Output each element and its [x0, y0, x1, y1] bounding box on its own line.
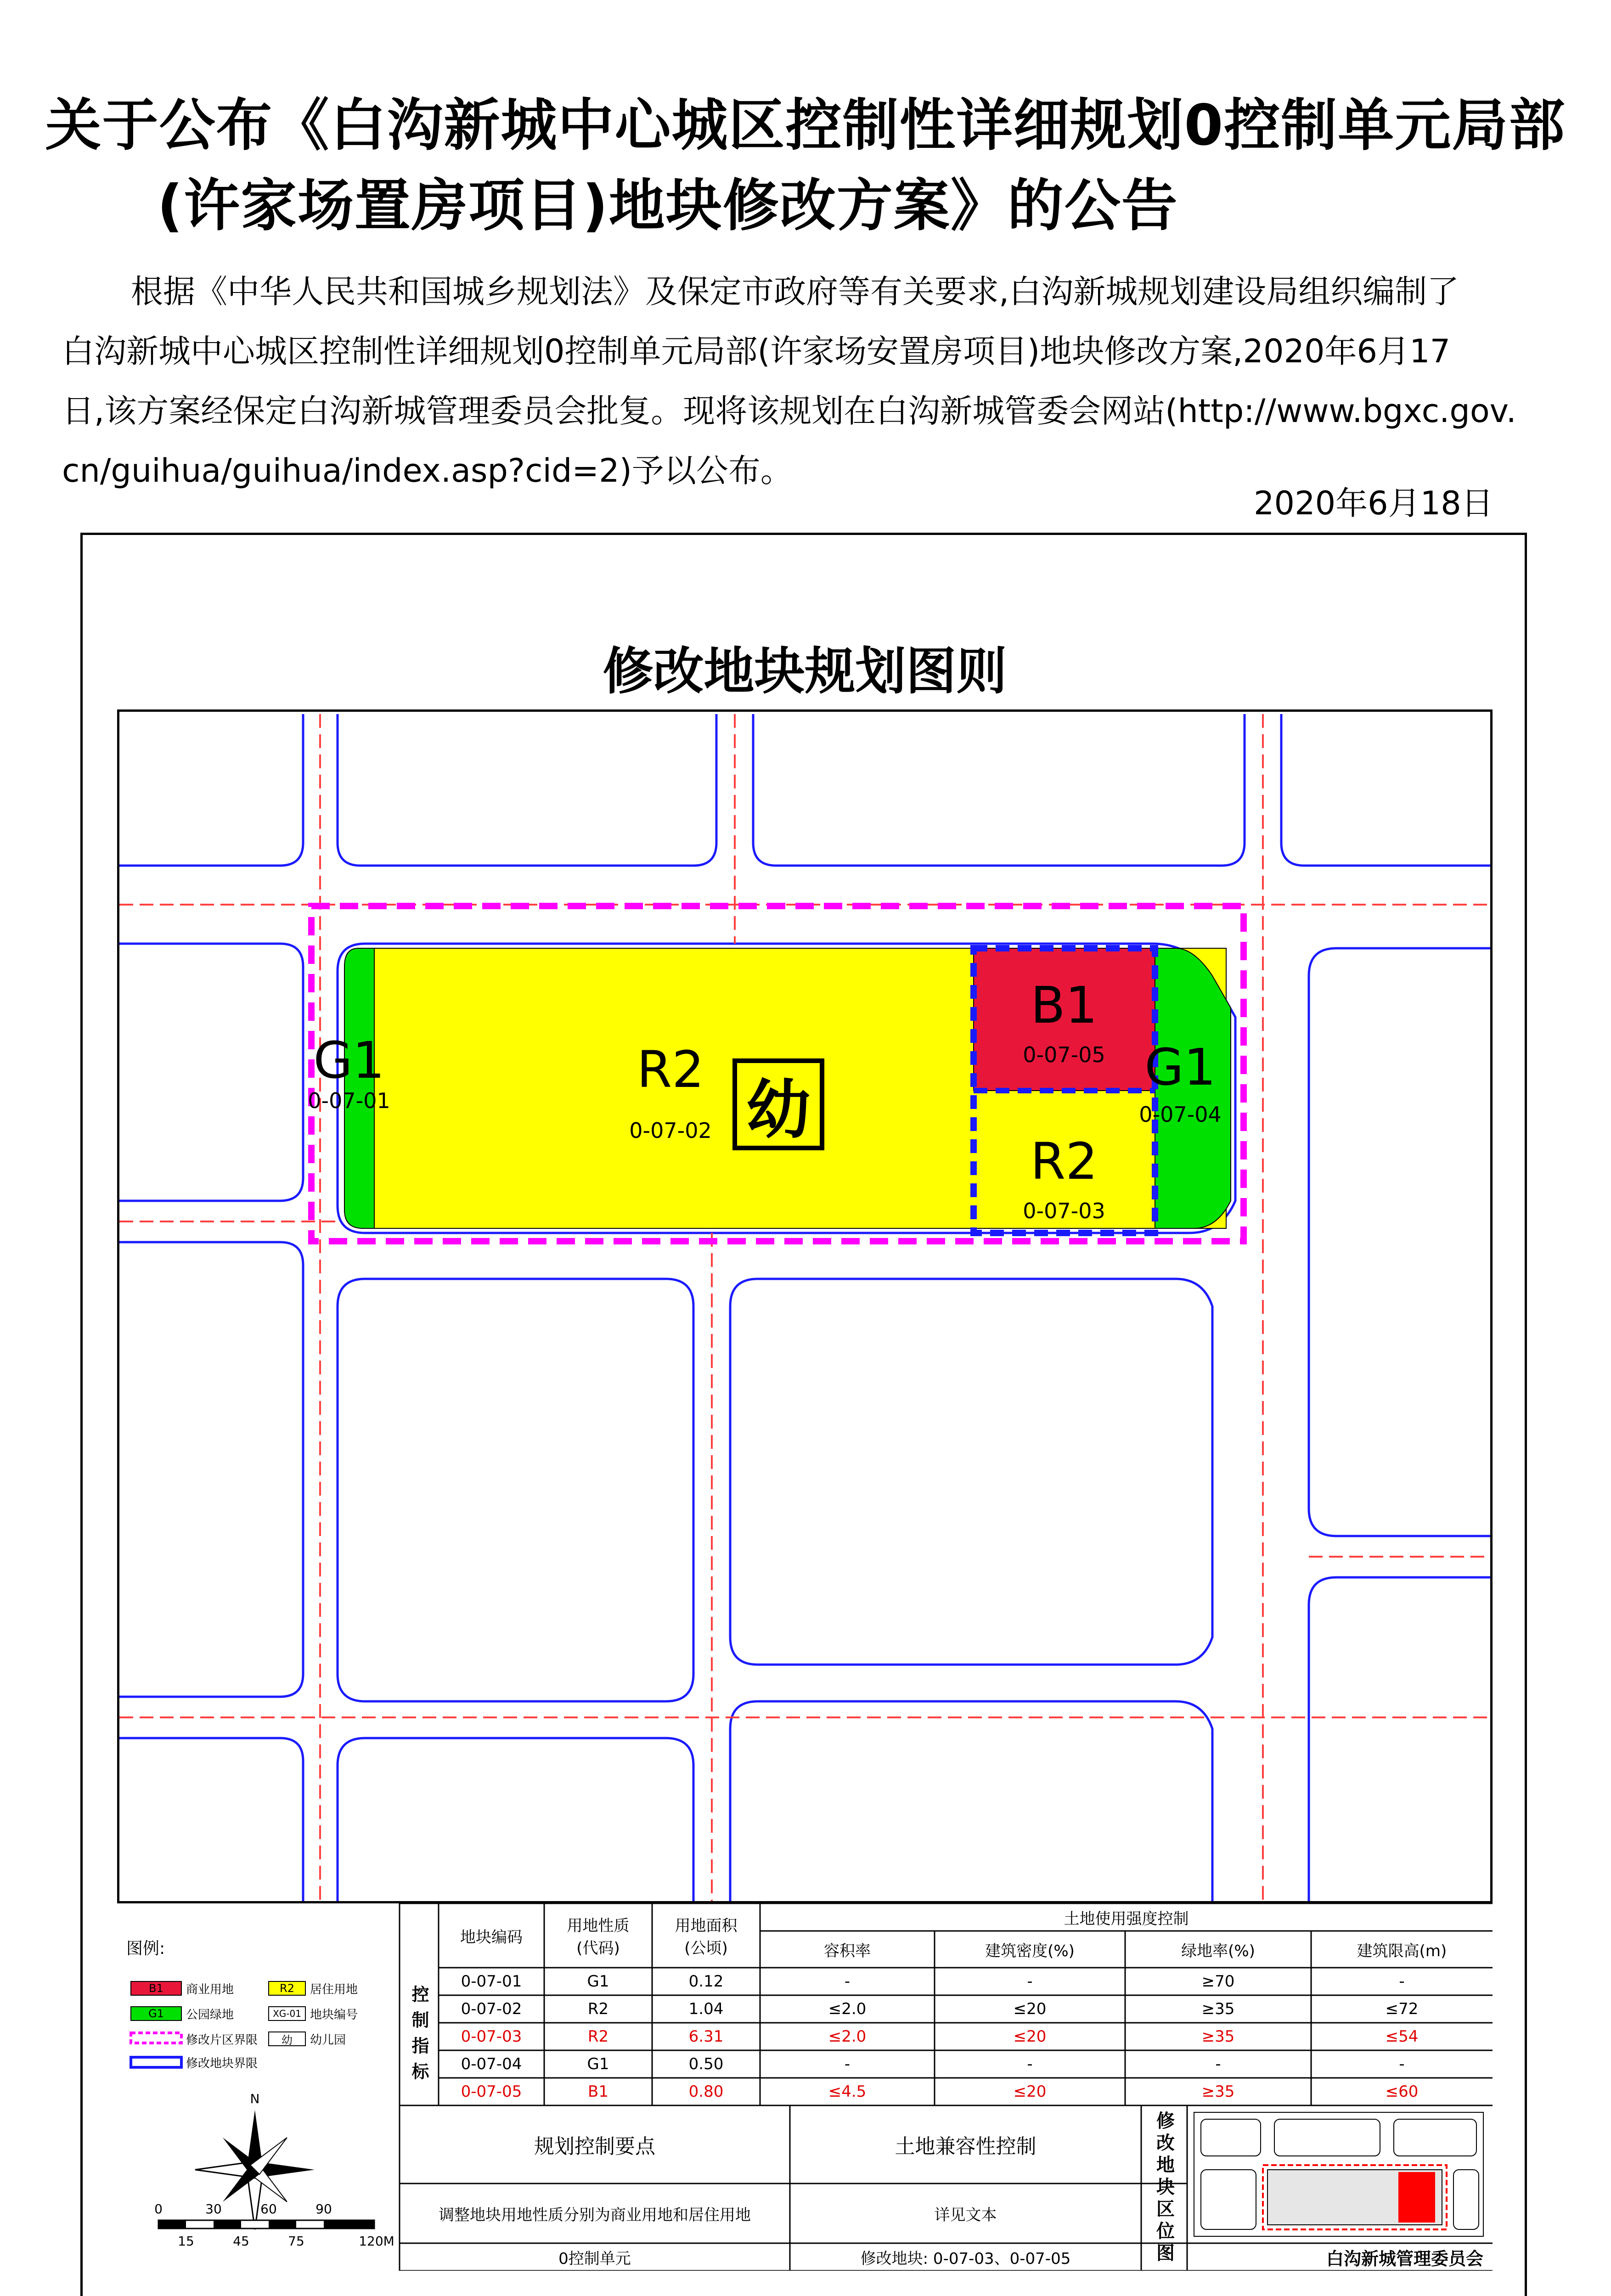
points-text: 调整地块用地性质分别为商业用地和居住用地 [439, 2206, 751, 2224]
label-g1-west-id: 0-07-01 [308, 1088, 390, 1113]
td-density: - [1027, 1972, 1033, 1991]
points-header: 规划控制要点 [534, 2135, 655, 2158]
label-r2-03-id: 0-07-03 [1023, 1199, 1105, 1223]
scale-30: 30 [205, 2201, 222, 2217]
committee-label: 白沟新城管理委员会 [1326, 2248, 1483, 2269]
td-density: ≤20 [1013, 2082, 1047, 2101]
td-nature: G1 [587, 1972, 609, 1991]
td-code: 0-07-05 [461, 2082, 522, 2101]
label-g1-west-code: G1 [313, 1031, 385, 1090]
td-height: ≤72 [1385, 2000, 1419, 2018]
legend-code-kindergarten: 幼 [282, 2033, 293, 2047]
label-b1-id: 0-07-05 [1023, 1042, 1105, 1067]
legend-label-r2: 居住用地 [310, 1982, 358, 1997]
legend-swatch-district [131, 2033, 181, 2043]
td-density: ≤20 [1013, 2027, 1047, 2046]
legend-label-kindergarten: 幼儿园 [310, 2033, 346, 2047]
th-area: 用地面积(公顷) [675, 1917, 738, 1958]
td-green: ≥35 [1201, 2000, 1235, 2018]
td-green: ≥35 [1201, 2027, 1235, 2046]
legend-label-district: 修改片区界限 [186, 2033, 258, 2047]
td-far: ≤2.0 [828, 2027, 867, 2046]
td-height: - [1399, 1972, 1405, 1991]
block-right-1 [1309, 948, 1493, 1536]
td-code: 0-07-04 [461, 2055, 522, 2073]
legend-label-parcel: 修改地块界限 [186, 2056, 258, 2071]
td-far: - [844, 2055, 851, 2073]
location-label: 修改地块区位图 [1153, 2111, 1175, 2265]
body-line3: 日,该方案经保定白沟新城管理委员会批复。现将该规划在白沟新城管委会网站(http://www.bgxc.gov. [62, 392, 1516, 430]
label-g1-east-code: G1 [1144, 1038, 1216, 1097]
block-top-far [1281, 714, 1493, 866]
label-g1-east-id: 0-07-04 [1139, 1102, 1222, 1127]
body-line1: 根据《中华人民共和国城乡规划法》及保定市政府等有关要求,白沟新城规划建设局组织编制了 [131, 273, 1459, 310]
north-label: N [250, 2091, 260, 2106]
legend-swatch-parcel [131, 2057, 181, 2067]
legend-label-g1: 公园绿地 [186, 2008, 234, 2022]
notice-title-line1: 关于公布《白沟新城中心城区控制性详细规划0控制单元局部 [45, 93, 1566, 158]
block-top-right [753, 714, 1245, 866]
scale-75: 75 [288, 2233, 304, 2249]
unit-label: 0控制单元 [558, 2249, 631, 2268]
td-nature: B1 [588, 2082, 608, 2101]
scale-15: 15 [178, 2233, 194, 2249]
td-height: ≤60 [1385, 2082, 1419, 2101]
td-code: 0-07-01 [461, 1972, 522, 1991]
block-left-1 [119, 944, 303, 1201]
label-r2-main-id: 0-07-02 [629, 1118, 712, 1143]
th-nature: 用地性质(代码) [567, 1917, 630, 1958]
td-far: ≤4.5 [828, 2082, 867, 2101]
td-green: ≥35 [1201, 2082, 1235, 2101]
notice-title-line2: (许家场置房项目)地块修改方案》的公告 [157, 173, 1178, 238]
td-green: ≥70 [1201, 1972, 1235, 1991]
td-area: 0.80 [688, 2082, 724, 2101]
legend-title: 图例: [126, 1939, 165, 1958]
scale-90: 90 [315, 2201, 332, 2217]
td-green: - [1215, 2055, 1221, 2073]
block-top-mid [338, 714, 716, 866]
map-title: 修改地块规划图则 [117, 625, 1493, 712]
th-code: 地块编码 [460, 1928, 523, 1947]
title-block [117, 1901, 1493, 2268]
td-height: ≤54 [1385, 2027, 1419, 2046]
location-map [1194, 2112, 1483, 2236]
td-height: - [1399, 2055, 1405, 2073]
kindergarten-label: 幼 [746, 1072, 811, 1148]
td-far: - [844, 1972, 851, 1991]
td-nature: R2 [587, 2027, 609, 2046]
legend-code-r2: R2 [280, 1982, 294, 1995]
td-code: 0-07-03 [461, 2027, 522, 2046]
th-height: 建筑限高(m) [1357, 1941, 1447, 1960]
scale-120m: 120M [359, 2233, 394, 2249]
block-center-right [730, 1279, 1212, 1665]
notice-body [62, 262, 1550, 501]
td-code: 0-07-02 [461, 2000, 522, 2018]
td-density: - [1027, 2055, 1033, 2073]
legend-label-xg: 地块编号 [310, 2008, 358, 2022]
td-area: 0.12 [688, 1972, 724, 1991]
th-group: 土地使用强度控制 [1064, 1909, 1189, 1928]
body-line4: cn/guihua/guihua/index.asp?cid=2)予以公布。 [62, 452, 793, 490]
modified-parcels-label: 修改地块: 0-07-03、0-07-05 [860, 2249, 1071, 2268]
legend-label-b1: 商业用地 [186, 1982, 234, 1997]
legend-code-b1: B1 [149, 1982, 163, 1995]
block-center-left [338, 1279, 693, 1701]
td-area: 6.31 [688, 2027, 724, 2046]
td-nature: G1 [587, 2055, 609, 2073]
th-density: 建筑密度(%) [985, 1941, 1075, 1960]
scale-60: 60 [260, 2201, 277, 2217]
td-density: ≤20 [1013, 2000, 1047, 2018]
td-far: ≤2.0 [828, 2000, 867, 2018]
td-area: 0.50 [688, 2055, 724, 2073]
th-far: 容积率 [824, 1941, 871, 1960]
block-left-2 [119, 1242, 303, 1697]
label-b1-code: B1 [1031, 976, 1098, 1035]
compat-text: 详见文本 [934, 2206, 997, 2224]
notice-date: 2020年6月18日 [1254, 484, 1493, 522]
label-r2-main-code: R2 [637, 1040, 704, 1099]
scale-bar-icon [158, 2220, 374, 2228]
td-nature: R2 [587, 2000, 609, 2018]
td-area: 1.04 [688, 2000, 724, 2018]
scale-45: 45 [233, 2233, 249, 2249]
legend-code-g1: G1 [148, 2007, 164, 2020]
label-r2-03-code: R2 [1030, 1132, 1098, 1191]
block-top-left [119, 714, 303, 866]
th-green: 绿地率(%) [1181, 1941, 1255, 1960]
legend-code-xg: XG-01 [273, 2008, 301, 2019]
compat-header: 土地兼容性控制 [895, 2135, 1036, 2158]
control-indicators-label: 控制指标 [409, 1985, 429, 2088]
body-line2: 白沟新城中心城区控制性详细规划0控制单元局部(许家场安置房项目)地块修改方案,2020年6月17 [62, 332, 1451, 370]
scale-0: 0 [154, 2201, 163, 2217]
